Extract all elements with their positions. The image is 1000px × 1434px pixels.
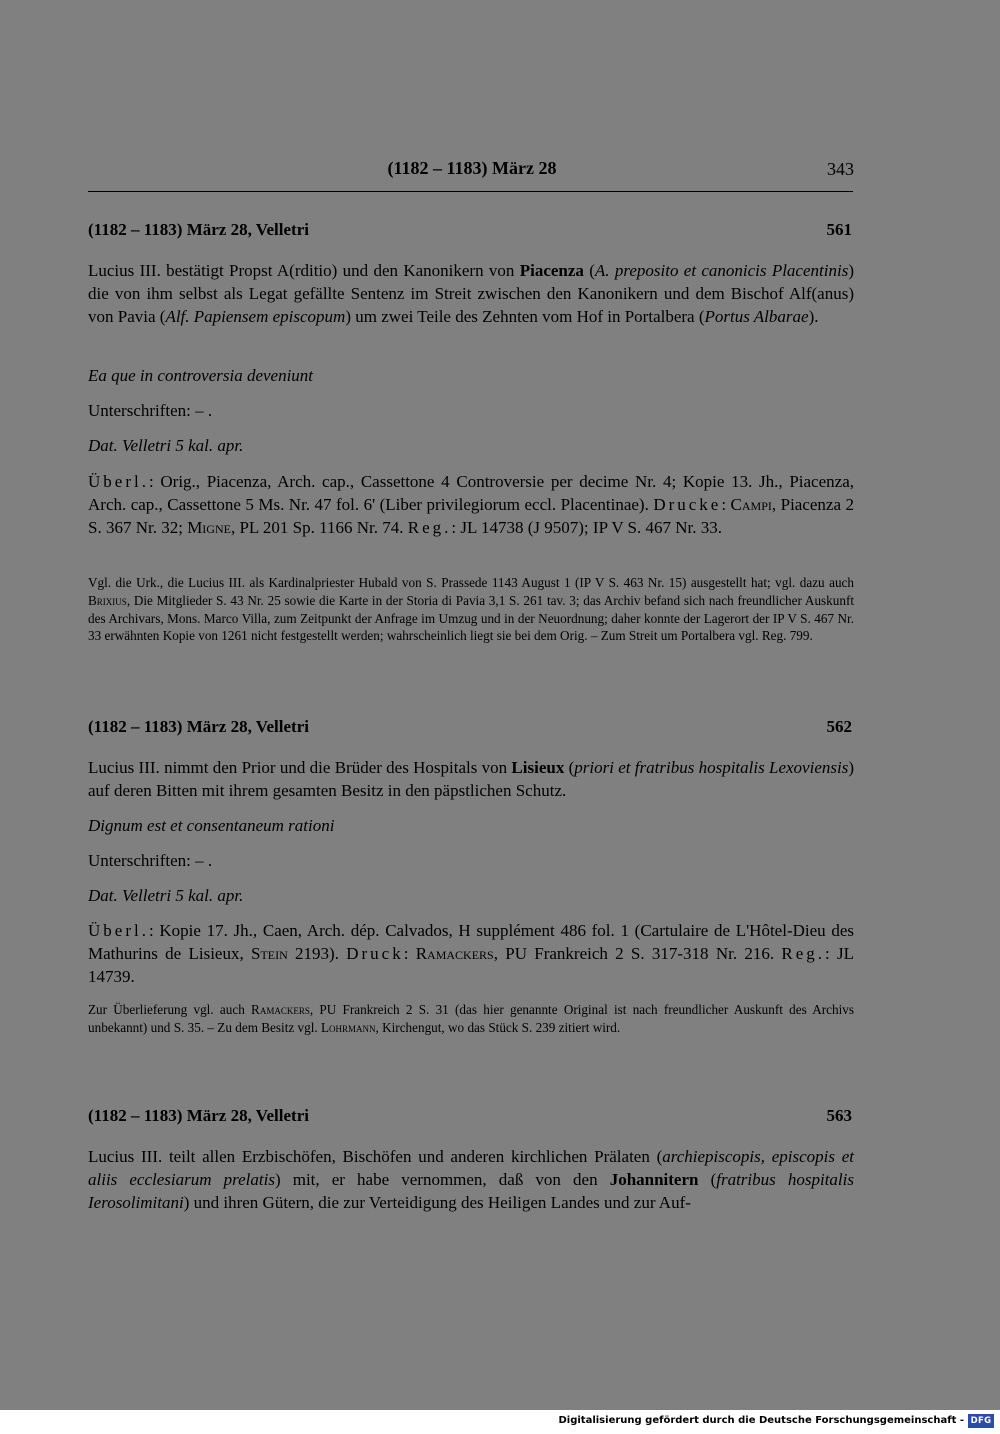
label-drucke: Drucke — [653, 495, 722, 514]
summary-text: Lucius III. bestätigt Propst A(rditio) und den Kanonikern von — [88, 261, 520, 280]
dfg-logo: DFG — [968, 1414, 994, 1428]
summary-text: Lucius III. nimmt den Prior und die Brüder des Hospitals von — [88, 758, 512, 777]
entry-562-subscriptions: Unterschriften: – . — [88, 851, 213, 870]
latin-phrase: priori et fratribus hospitalis Lexoviensis — [574, 758, 849, 777]
entry-561-subscriptions: Unterschriften: – . — [88, 401, 213, 420]
summary-text: ( — [564, 758, 575, 777]
entry-561-heading — [88, 220, 852, 244]
summary-text: Lucius III. teilt allen Erzbischöfen, Bischöfen und anderen kirchlichen Prälaten ( — [88, 1147, 663, 1166]
note-text: Zur Überlieferung vgl. auch — [88, 1002, 252, 1017]
tradition-text: , Piacenza 2 S. 367 Nr. 32; — [88, 495, 854, 537]
label-reg: Reg. — [781, 944, 825, 963]
footer-bar — [0, 1410, 1000, 1434]
label-druck: Druck — [346, 944, 404, 963]
entry-561-tradition — [88, 470, 854, 539]
author-name: Ramackers — [251, 1002, 310, 1017]
order-name: Johannitern — [609, 1170, 699, 1189]
summary-text: ) mit, er habe vernommen, daß von den — [274, 1170, 610, 1189]
entry-date: (1182 – 1183) März 28, Velletri — [88, 717, 309, 736]
entry-561-datum: Dat. Velletri 5 kal. apr. — [88, 436, 244, 455]
entry-number: 563 — [826, 1106, 852, 1125]
author-name: Brixius — [88, 592, 127, 608]
entry-563-heading — [88, 1106, 852, 1130]
running-head — [88, 158, 856, 184]
tradition-text: : — [721, 495, 731, 514]
footer-credit: Digitalisierung gefördert durch die Deutsche Forschungsgemeinschaft - — [558, 1415, 964, 1426]
entry-date: (1182 – 1183) März 28, Velletri — [88, 1106, 309, 1125]
note-text: , PU Frankreich 2 S. 31 (das hier genannte Original ist nach freundlicher Auskunft des Archivs unbekannt) und S. 35. – Zu dem Besitz vgl. — [88, 1002, 854, 1035]
entry-562-note — [88, 1001, 854, 1037]
place-name: Lisieux — [511, 758, 565, 777]
summary-text: ( — [583, 261, 595, 280]
latin-phrase: fratribus hospitalis Ierosolimitani — [88, 1170, 854, 1212]
entry-561-incipit: Ea que in controversia deveniunt — [88, 366, 314, 385]
entry-562-datum: Dat. Velletri 5 kal. apr. — [88, 886, 244, 905]
entry-562-summary — [88, 756, 854, 802]
tradition-text: : JL 14739. — [88, 944, 854, 986]
entry-562-incipit: Dignum est et consentaneum rationi — [88, 816, 335, 835]
tradition-text: : Orig., Piacenza, Arch. cap., Cassettone 4 Controversie per decime Nr. 4; Kopie 13. Jh., Piacenza, Arch. cap., Cassettone 5 Ms. Nr. 47 fol. 6' (Liber privilegiorum eccl. Placentinae). — [88, 472, 854, 514]
latin-phrase: A. preposito et canonicis Placentinis — [594, 261, 849, 280]
tradition-text: : JL 14738 (J 9507); IP V S. 467 Nr. 33. — [451, 518, 723, 537]
label-ueberl: Überl. — [88, 472, 149, 491]
header-rule — [88, 191, 853, 192]
entry-563-summary — [88, 1145, 854, 1214]
page-number: 343 — [827, 159, 854, 179]
author-name: Ramackers — [415, 944, 494, 963]
entry-562-tradition — [88, 919, 854, 988]
author-name: Migne — [187, 518, 231, 537]
summary-text: ) und ihren Gütern, die zur Verteidigung des Heiligen Landes und zur Auf- — [183, 1193, 691, 1212]
summary-text: ) auf deren Bitten mit ihrem gesamten Besitz in den päpstlichen Schutz. — [88, 758, 854, 800]
latin-phrase: Alf. Papiensem episcopum — [165, 307, 346, 326]
summary-text: ). — [808, 307, 819, 326]
tradition-text: : — [403, 944, 416, 963]
summary-text: ( — [698, 1170, 717, 1189]
latin-phrase: archiepiscopis, episcopis et aliis ecclesiarum prelatis — [88, 1147, 854, 1189]
entry-561-note — [88, 574, 854, 645]
summary-text: ) um zwei Teile des Zehnten vom Hof in Portalbera ( — [345, 307, 705, 326]
label-ueberl: Überl. — [88, 921, 149, 940]
tradition-text: , PL 201 Sp. 1166 Nr. 74. — [230, 518, 408, 537]
author-name: Stein — [250, 944, 288, 963]
tradition-text: , PU Frankreich 2 S. 317-318 Nr. 216. — [493, 944, 782, 963]
tradition-text: : Kopie 17. Jh., Caen, Arch. dép. Calvados, H supplément 486 fol. 1 (Cartulaire de L'Hôtel-Dieu des Mathurins de Lisieux, — [88, 921, 854, 963]
entry-date: (1182 – 1183) März 28, Velletri — [88, 220, 309, 239]
entry-562-heading — [88, 717, 852, 741]
latin-phrase: Portus Albarae — [704, 307, 809, 326]
entry-number: 562 — [826, 717, 852, 736]
summary-text: ) die von ihm selbst als Legat gefällte Sentenz im Streit zwischen den Kanonikern und dem Bischof Alf(anus) von Pavia ( — [88, 261, 854, 326]
place-name: Piacenza — [519, 261, 584, 280]
label-reg: Reg. — [407, 518, 452, 537]
running-head-title: (1182 – 1183) März 28 — [387, 158, 557, 178]
entry-number: 561 — [826, 220, 852, 239]
note-text: , Kirchengut, wo das Stück S. 239 zitiert wird. — [375, 1019, 621, 1035]
entry-561-summary — [88, 259, 854, 328]
note-text: , Die Mitglieder S. 43 Nr. 25 sowie die Karte in der Storia di Pavia 3,1 S. 261 tav. 3; das Archiv befand sich nach freundlicher Auskunft des Archivars, Mons. Marco Villa, zum Zeitpunkt der Anfrage im Umzug und in der Neuordnung; daher konnte der Lagerort der IP V S. 467 Nr. 33 erwähnten Kopie von 1261 nicht festgestellt werden; wahrscheinlich liegt sie bei dem Orig. – Zum Streit um Portalbera vgl. Reg. 799. — [88, 592, 854, 644]
author-name: Lohrmann — [320, 1019, 376, 1035]
note-text: Vgl. die Urk., die Lucius III. als Kardinalpriester Hubald von S. Prassede 1143 August 1 (IP V S. 463 Nr. 15) ausgestellt hat; vgl. dazu auch — [88, 575, 854, 590]
tradition-text: 2193). — [287, 944, 347, 963]
author-name: Campi — [730, 495, 772, 514]
